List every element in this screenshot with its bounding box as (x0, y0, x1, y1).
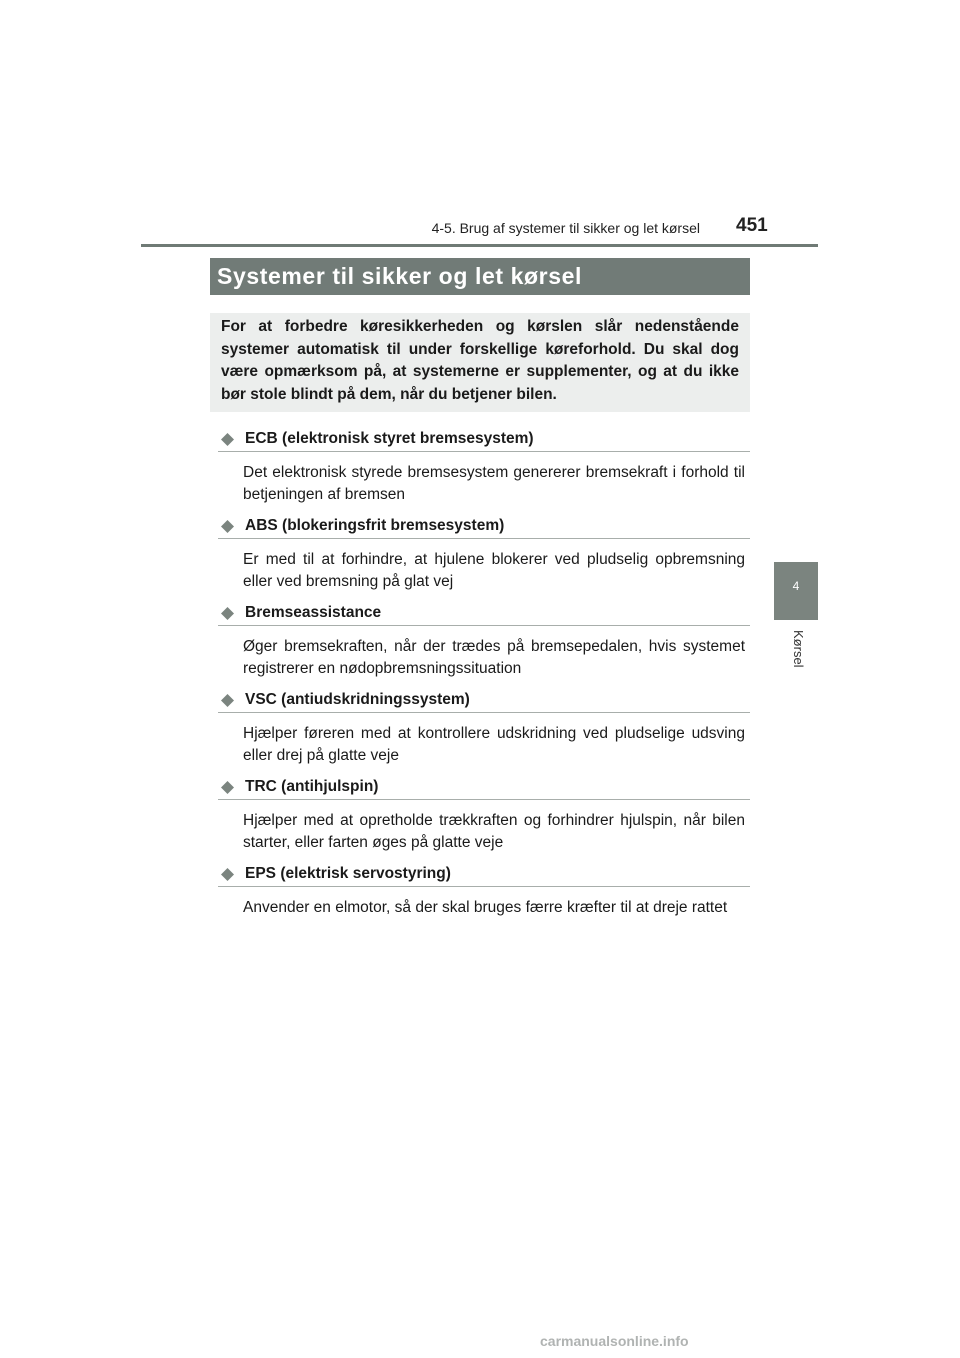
intro-box: For at forbedre køresikkerheden og kørslen slår nedenstående systemer automatisk til under forskellige køreforhold. Du skal dog være opmærksom på, at systemerne er supplementer, og at du ikke bør stole blindt på dem, når du betjener bilen. (210, 313, 750, 412)
diamond-bullet-icon (221, 433, 234, 446)
diamond-bullet-icon (221, 520, 234, 533)
section-vsc (218, 688, 750, 767)
diamond-bullet-icon (221, 607, 234, 620)
footer-watermark: carmanualsonline.info (540, 1333, 689, 1349)
section-body: Hjælper føreren med at kontrollere udskridning ved pludselige udsving eller drej på glatte veje (243, 725, 745, 764)
section-heading-text: Bremseassistance (245, 604, 382, 621)
diamond-bullet-icon (221, 868, 234, 881)
running-head: 4-5. Brug af systemer til sikker og let kørsel (431, 220, 700, 236)
section-list (218, 427, 750, 927)
section-heading-text: ABS (blokeringsfrit bremsesystem) (245, 517, 505, 534)
diamond-bullet-icon (221, 694, 234, 707)
section-body: Anvender en elmotor, så der skal bruges færre kræfter til at dreje rattet (243, 899, 728, 916)
section-body: Hjælper med at opretholde trækkraften og forhindrer hjulspin, når bilen starter, eller farten øges på glatte veje (243, 812, 745, 851)
section-heading-text: EPS (elektrisk servostyring) (245, 865, 451, 882)
section-body: Øger bremsekraften, når der trædes på bremsepedalen, hvis systemet registrerer en nødopbremsningssituation (243, 638, 745, 677)
section-brake-assist (218, 601, 750, 680)
section-body: Er med til at forhindre, at hjulene blokerer ved pludselig opbremsning eller ved bremsning på glat vej (243, 551, 745, 590)
section-abs (218, 514, 750, 593)
chapter-tab: 4 (774, 562, 818, 620)
section-heading (218, 514, 750, 539)
chapter-label: Kørsel (791, 630, 806, 668)
section-trc (218, 775, 750, 854)
section-heading (218, 775, 750, 800)
diamond-bullet-icon (221, 781, 234, 794)
section-eps (218, 862, 750, 919)
section-heading-text: TRC (antihjulspin) (245, 778, 379, 795)
section-heading-text: ECB (elektronisk styret bremsesystem) (245, 430, 534, 447)
section-heading-text: VSC (antiudskridningssystem) (245, 691, 470, 708)
section-body: Det elektronisk styrede bremsesystem genererer bremsekraft i forhold til betjeningen af bremsen (243, 464, 745, 503)
header-divider (141, 244, 818, 247)
page-number: 451 (736, 215, 768, 236)
section-heading (218, 427, 750, 452)
page-title: Systemer til sikker og let kørsel (210, 258, 750, 295)
section-ecb (218, 427, 750, 506)
section-heading (218, 688, 750, 713)
section-heading (218, 862, 750, 887)
section-heading (218, 601, 750, 626)
